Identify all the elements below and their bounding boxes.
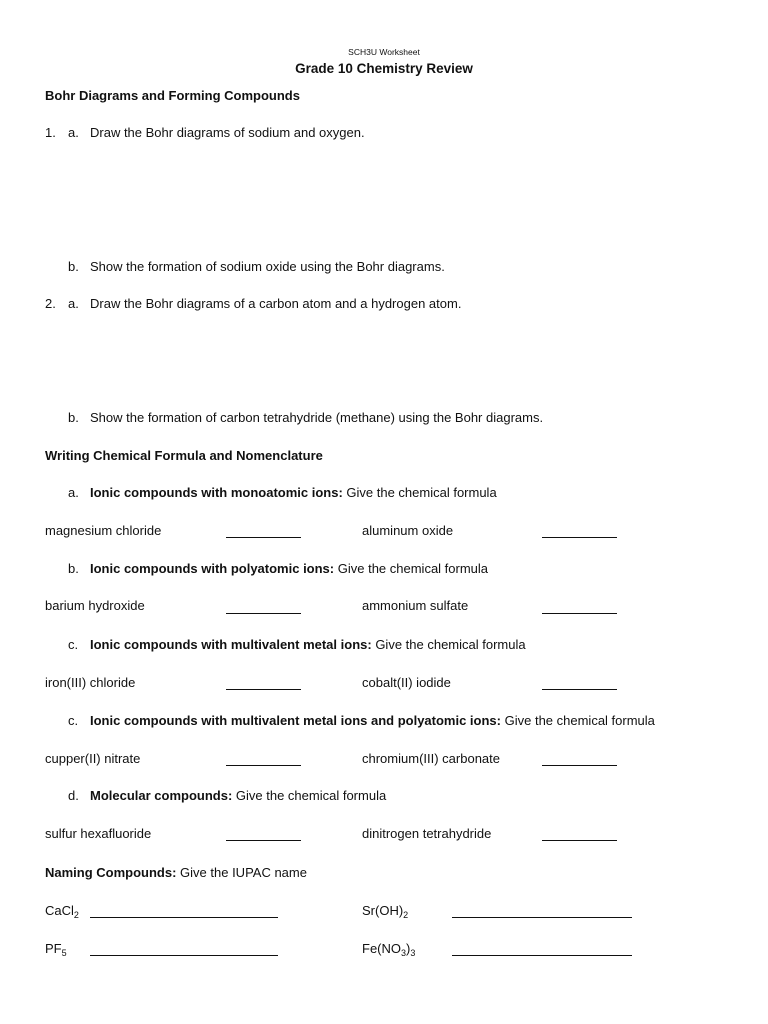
answer-blank[interactable] [542, 689, 617, 690]
formula-sroh2 [362, 903, 408, 918]
naming-heading-bold: Naming Compounds: [45, 865, 177, 880]
question-2a-text: Draw the Bohr diagrams of a carbon atom and a hydrogen atom. [90, 296, 462, 311]
formula-subscript: 2 [403, 910, 409, 920]
formula-feno33 [362, 941, 415, 956]
part-letter: a. [68, 485, 79, 500]
question-1b-text: Show the formation of sodium oxide using the Bohr diagrams. [90, 259, 445, 274]
answer-blank[interactable] [542, 537, 617, 538]
part-instruction [90, 637, 526, 652]
part-rest: Give the chemical formula [334, 561, 489, 576]
answer-blank[interactable] [226, 689, 301, 690]
answer-blank[interactable] [226, 765, 301, 766]
part-title: Ionic compounds with multivalent metal ions and polyatomic ions: [90, 713, 501, 728]
formula-base: Sr(OH) [362, 903, 404, 918]
answer-blank[interactable] [452, 955, 632, 956]
compound-name: dinitrogen tetrahydride [362, 826, 492, 841]
part-rest: Give the chemical formula [232, 788, 387, 803]
answer-blank[interactable] [226, 613, 301, 614]
part-title: Ionic compounds with multivalent metal ions: [90, 637, 372, 652]
answer-blank[interactable] [452, 917, 632, 918]
compound-name: cupper(II) nitrate [45, 751, 141, 766]
part-instruction [90, 788, 386, 803]
answer-blank[interactable] [542, 613, 617, 614]
formula-subscript: 2 [73, 910, 79, 920]
part-rest: Give the chemical formula [371, 637, 526, 652]
part-instruction [90, 713, 655, 728]
compound-name: cobalt(II) iodide [362, 675, 451, 690]
page-title: Grade 10 Chemistry Review [295, 61, 473, 76]
question-2a-letter: a. [68, 296, 79, 311]
part-letter: c. [68, 713, 79, 728]
formula-base: PF [45, 941, 62, 956]
part-title: Ionic compounds with monoatomic ions: [90, 485, 343, 500]
part-rest: Give the chemical formula [501, 713, 655, 728]
section-heading-bohr: Bohr Diagrams and Forming Compounds [45, 88, 300, 103]
part-letter: d. [68, 788, 79, 803]
question-1b-letter: b. [68, 259, 79, 274]
answer-blank[interactable] [226, 537, 301, 538]
compound-name: magnesium chloride [45, 523, 162, 538]
part-rest: Give the chemical formula [342, 485, 497, 500]
compound-name: sulfur hexafluoride [45, 826, 152, 841]
section-heading-naming [45, 865, 307, 880]
answer-blank[interactable] [542, 765, 617, 766]
part-letter: b. [68, 561, 79, 576]
compound-name: aluminum oxide [362, 523, 454, 538]
question-2b-text: Show the formation of carbon tetrahydride (methane) using the Bohr diagrams. [90, 410, 544, 425]
question-1a-text: Draw the Bohr diagrams of sodium and oxygen. [90, 125, 365, 140]
part-instruction [90, 485, 497, 500]
compound-name: ammonium sulfate [362, 598, 469, 613]
formula-base: Fe(NO [362, 941, 401, 956]
question-2b-letter: b. [68, 410, 79, 425]
part-title: Molecular compounds: [90, 788, 233, 803]
compound-name: chromium(III) carbonate [362, 751, 500, 766]
question-1a-letter: a. [68, 125, 79, 140]
worksheet-label: SCH3U Worksheet [348, 47, 420, 57]
formula-cacl2 [45, 903, 79, 918]
question-2-number: 2. [45, 296, 56, 311]
part-instruction [90, 561, 488, 576]
naming-heading-rest: Give the IUPAC name [176, 865, 307, 880]
formula-base: CaCl [45, 903, 74, 918]
question-1-number: 1. [45, 125, 56, 140]
formula-subscript: 3 [401, 948, 407, 958]
formula-pf5 [45, 941, 67, 956]
answer-blank[interactable] [226, 840, 301, 841]
answer-blank[interactable] [90, 917, 278, 918]
part-letter: c. [68, 637, 79, 652]
section-heading-formula: Writing Chemical Formula and Nomenclature [45, 448, 323, 463]
compound-name: barium hydroxide [45, 598, 145, 613]
formula-base: ) [406, 941, 411, 956]
formula-subscript: 5 [61, 948, 67, 958]
answer-blank[interactable] [90, 955, 278, 956]
answer-blank[interactable] [542, 840, 617, 841]
compound-name: iron(III) chloride [45, 675, 136, 690]
formula-subscript: 3 [410, 948, 416, 958]
part-title: Ionic compounds with polyatomic ions: [90, 561, 335, 576]
